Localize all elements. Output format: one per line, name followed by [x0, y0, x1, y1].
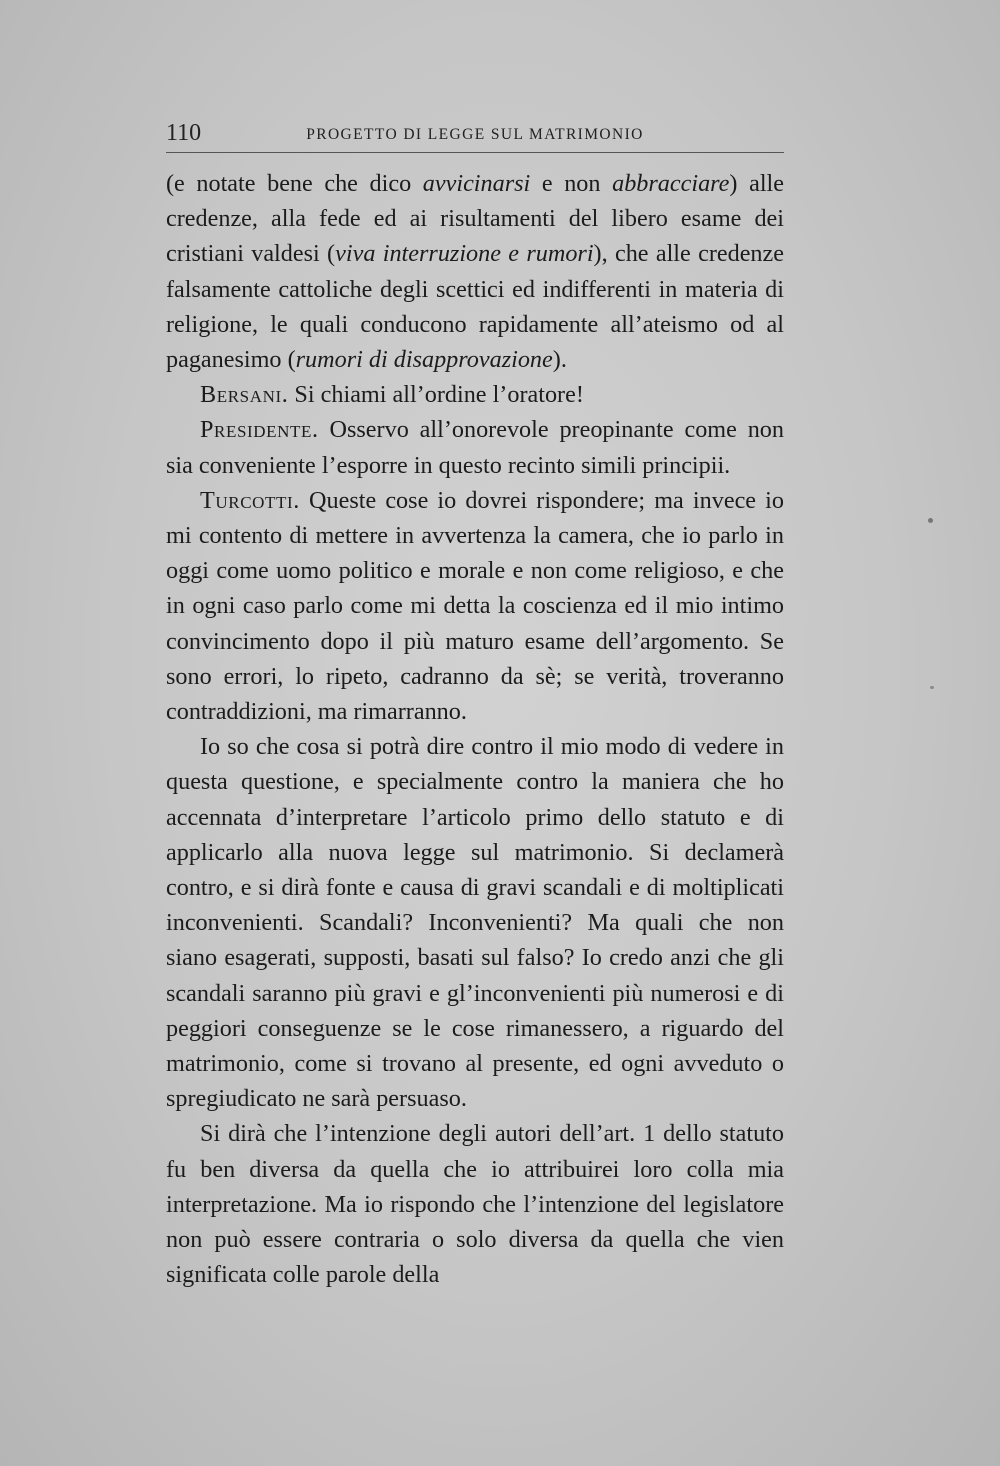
print-speck [930, 686, 934, 689]
paragraph-6 [166, 1116, 784, 1292]
print-speck [928, 518, 933, 523]
italic-run: viva interruzione e rumori [335, 240, 594, 268]
speaker-name: Bersani. [200, 381, 289, 409]
text-run: ), che alle credenze falsamente cattoliche degli scettici ed indifferenti in materia di religione, le quali conducono rapidamente all’ateismo od al paganesimo ( [166, 240, 784, 374]
italic-run: avvicinarsi [422, 170, 531, 197]
body-text [166, 166, 784, 1293]
paragraph-5 [166, 729, 784, 1116]
speaker-name: Presidente. [200, 416, 319, 444]
paragraph-1 [166, 166, 784, 377]
running-title: PROGETTO DI LEGGE SUL MATRIMONIO [306, 126, 644, 143]
paragraph-2 [166, 377, 784, 412]
text-run: Osservo all’onorevole preopinante come non sia conveniente l’esporre in questo recinto simili principii. [166, 416, 784, 479]
page-number: 110 [166, 120, 202, 146]
text-run: ). [552, 346, 567, 374]
running-header [166, 118, 784, 153]
text-run: (e notate bene che dico [166, 170, 423, 197]
text-run: Queste cose io dovrei rispondere; ma invece io mi contento di mettere in avvertenza la camera, che io parlo in oggi come uomo politico e morale e non come religioso, e che in ogni caso parlo come mi detta la coscienza ed il mio intimo convincimento dopo il più maturo esame dell’argomento. Se sono errori, lo ripeto, cadranno da sè; se verità, troveranno contraddizioni, ma rimarranno. [166, 486, 784, 726]
speaker-name: Turcotti. [200, 486, 300, 514]
text-run: Io so che cosa si potrà dire contro il mio modo di vedere in questa questione, e specialmente contro la maniera che ho accennata d’interpretare l’articolo primo dello statuto e di applicarlo alla nuova legge sul matrimonio. Si declamerà contro, e si dirà fonte e causa di gravi scandali e di moltiplicati inconvenienti. Scandali? Inconvenienti? Ma quali che non siano esagerati, supposti, basati sul falso? Io credo anzi che gli scandali saranno più gravi e gl’inconvenienti più numerosi e di peggiori conseguenze se le cose rimanessero, a riguardo del matrimonio, come si trovano al presente, ed ogni avveduto o spregiudicato ne sarà persuaso. [166, 733, 784, 1113]
text-run: Si chiami all’ordine l’oratore! [288, 381, 584, 409]
paragraph-4 [166, 483, 784, 729]
italic-run: rumori di disapprovazione [295, 346, 553, 374]
text-run: e non [530, 170, 613, 197]
paragraph-3 [166, 412, 784, 482]
text-run: ) alle credenze, alla fede ed ai risultamenti del libero esame dei cristiani valdesi ( [166, 170, 784, 268]
italic-run: abbracciare [612, 170, 730, 197]
text-run: Si dirà che l’intenzione degli autori dell’art. 1 dello statuto fu ben diversa da quella che io attribuirei loro colla mia interpretazione. Ma io rispondo che l’intenzione del legislatore non può essere contraria o solo diversa da quella che vien significata colle parole della [166, 1120, 784, 1289]
